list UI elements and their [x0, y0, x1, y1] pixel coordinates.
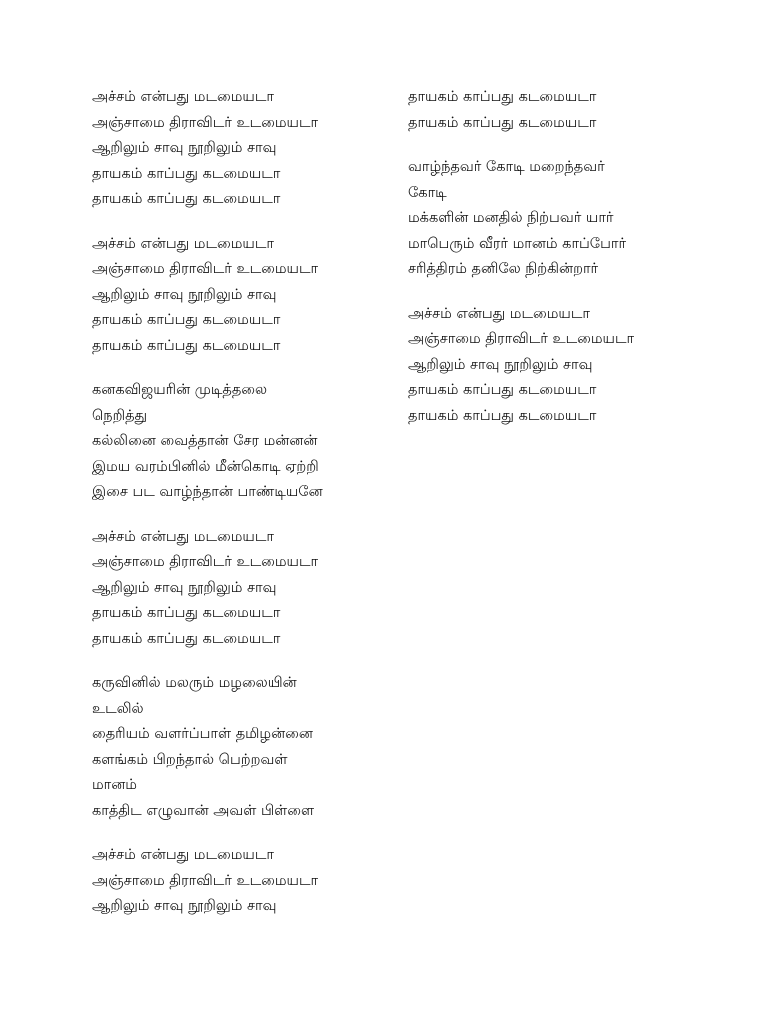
stanza-chorus-1 [92, 85, 382, 213]
lyric-line: தாயகம் காப்பது கடமையடா [408, 407, 597, 424]
lyric-line: கல்லினை வைத்தான் சேர மன்னன் [92, 433, 318, 449]
stanza-verse-1 [92, 378, 382, 506]
lyric-line: ஆறிலும் சாவு நூறிலும் சாவு [92, 579, 277, 596]
lyric-line: இசை பட வாழ்ந்தான் பாண்டியனே [92, 484, 323, 500]
lyric-line: களங்கம் பிறந்தால் பெற்றவள் [92, 751, 288, 768]
lyric-line: சரித்திரம் தனிலே நிற்கின்றார் [408, 261, 599, 277]
lyric-line: தாயகம் காப்பது கடமையடா [92, 191, 281, 207]
lyric-line: உடலில் [92, 700, 144, 717]
lyric-line: கருவினில் மலரும் மழலையின் [92, 675, 297, 691]
lyric-line: அஞ்சாமை திராவிடர் உடமையடா [92, 554, 319, 570]
lyric-line: அச்சம் என்பது மடமையடா [92, 89, 274, 105]
lyric-line: வாழ்ந்தவர் கோடி மறைந்தவர் [408, 159, 605, 175]
stanza-chorus-continued [408, 85, 708, 136]
lyric-line: அச்சம் என்பது மடமையடா [408, 305, 590, 322]
lyric-line: இமய வரம்பினில் மீன்கொடி ஏற்றி [92, 458, 319, 475]
lyric-line: அச்சம் என்பது மடமையடா [92, 528, 274, 545]
lyric-line: காத்திட எழுவான் அவள் பிள்ளை [92, 802, 315, 819]
right-column [408, 85, 708, 448]
lyric-line: அஞ்சாமை திராவிடர் உடமையடா [92, 872, 319, 889]
lyric-line: தாயகம் காப்பது கடமையடா [92, 165, 281, 182]
lyric-line: அஞ்சாமை திராவிடர் உடமையடா [408, 331, 635, 347]
lyric-line: கோடி [408, 184, 447, 201]
lyric-line: மானம் [92, 777, 137, 793]
lyric-line: அச்சம் என்பது மடமையடா [92, 235, 274, 252]
lyric-line: தாயகம் காப்பது கடமையடா [92, 630, 281, 647]
lyric-line: ஆறிலும் சாவு நூறிலும் சாவு [92, 898, 277, 914]
lyric-line: மக்களின் மனதில் நிற்பவர் யார் [408, 210, 614, 226]
lyric-line: தாயகம் காப்பது கடமையடா [408, 89, 597, 105]
lyric-line: அஞ்சாமை திராவிடர் உடமையடா [92, 261, 319, 277]
stanza-verse-3 [408, 155, 708, 283]
lyric-line: ஆறிலும் சாவு நூறிலும் சாவு [92, 140, 277, 156]
stanza-chorus-3 [92, 525, 382, 653]
lyric-line: தாயகம் காப்பது கடமையடா [92, 312, 281, 328]
lyric-line: தைரியம் வளர்ப்பாள் தமிழன்னை [92, 726, 313, 742]
stanza-verse-2 [92, 671, 382, 824]
lyric-line: நெறித்து [92, 407, 148, 424]
left-column [92, 85, 382, 939]
lyric-line: அச்சம் என்பது மடமையடா [92, 847, 274, 863]
stanza-chorus-5 [408, 302, 708, 430]
lyric-line: தாயகம் காப்பது கடமையடா [92, 337, 281, 354]
lyric-line: ஆறிலும் சாவு நூறிலும் சாவு [92, 286, 277, 303]
lyric-line: மாபெரும் வீரர் மானம் காப்போர் [408, 235, 627, 252]
lyric-line: ஆறிலும் சாவு நூறிலும் சாவு [408, 356, 593, 373]
lyric-line: அஞ்சாமை திராவிடர் உடமையடா [92, 114, 319, 131]
stanza-chorus-2 [92, 232, 382, 360]
lyric-line: தாயகம் காப்பது கடமையடா [408, 114, 597, 131]
lyric-line: தாயகம் காப்பது கடமையடா [408, 382, 597, 398]
lyric-line: தாயகம் காப்பது கடமையடா [92, 605, 281, 621]
stanza-chorus-4 [92, 843, 382, 920]
lyric-line: கனகவிஜயரின் முடித்தலை [92, 382, 268, 398]
